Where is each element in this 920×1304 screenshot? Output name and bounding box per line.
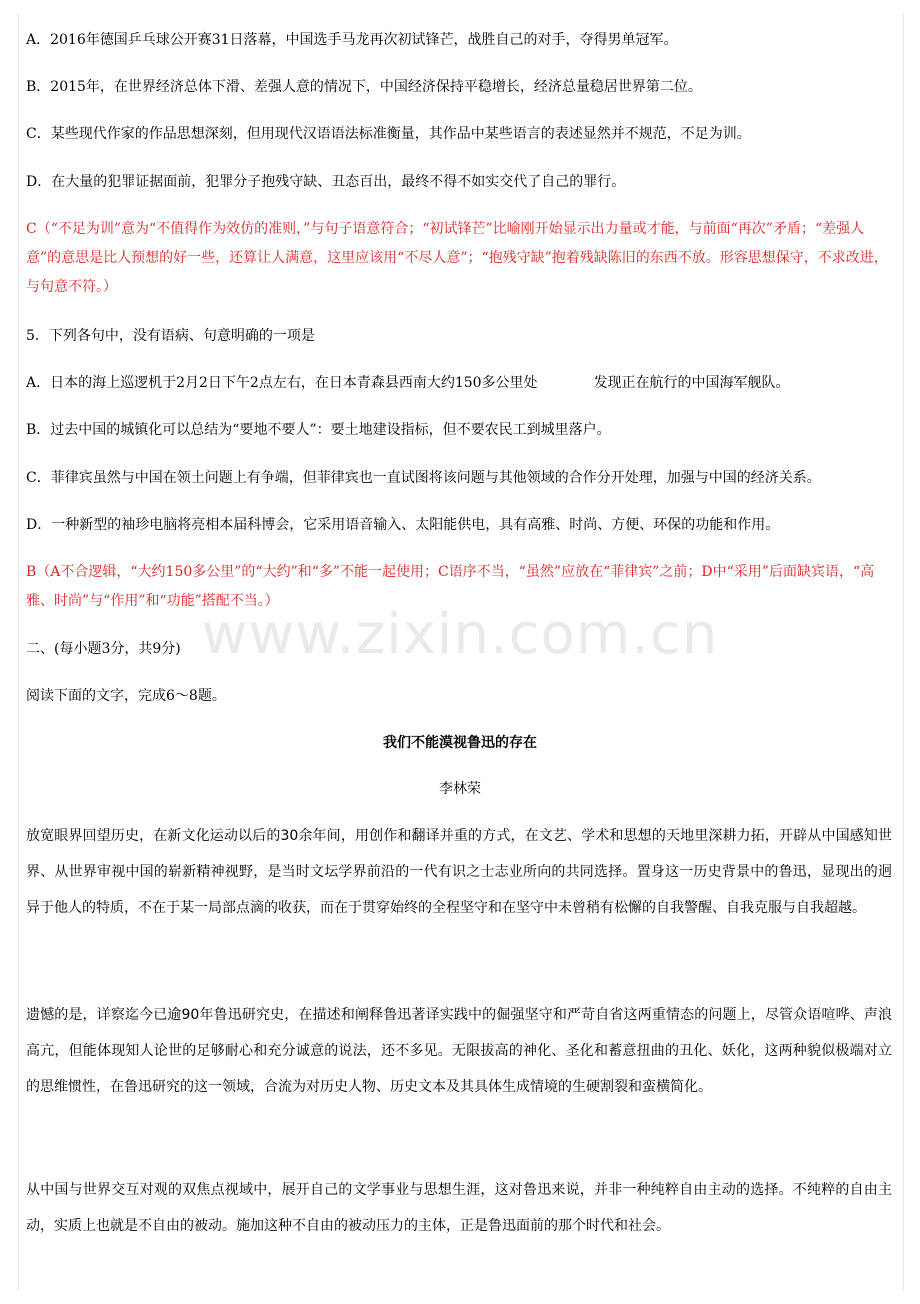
question-5: 5．下列各句中，没有语病、句意明确的一项是 <box>26 328 315 344</box>
option-4d: D．在大量的犯罪证据面前，犯罪分子抱残守缺、丑态百出，最终不得不如实交代了自己的罪行。 <box>26 174 626 190</box>
answer-4: C（“不足为训”意为“不值得作为效仿的准则，”与句子语意符合；“初试锋芒”比喻刚开始显示出力量或才能，与前面“再次”矛盾；“差强人意”的意思是比人预想的好一些，还算让人满意，这里应该用“不尽人意”；“抱残守缺”抱着残缺陈旧的东西不放。形容思想保守，不求改进，与句意不符。） <box>26 221 888 295</box>
watermark: www.zixin.com.cn <box>201 602 719 667</box>
article-paragraph-3: 从中国与世界交互对观的双焦点视域中，展开自己的文学事业与思想生涯，这对鲁迅来说，并非一种纯粹自由主动的选择。不纯粹的自由主动，实质上也就是不自由的被动。施加这种不自由的被动压力的主体，正是鲁迅面前的那个时代和社会。 <box>26 1182 892 1234</box>
reading-instruction: 阅读下面的文字，完成6～8题。 <box>26 688 226 704</box>
option-5d: D．一种新型的袖珍电脑将亮相本届科博会，它采用语音输入、太阳能供电，具有高雅、时尚、方便、环保的功能和作用。 <box>26 517 780 533</box>
article-author: 李林荣 <box>439 781 481 797</box>
article-paragraph-1: 放宽眼界回望历史，在新文化运动以后的30余年间，用创作和翻译并重的方式，在文艺、学术和思想的天地里深耕力拓，开辟从中国感知世界、从世界审视中国的崭新精神视野，是当时文坛学界前沿的一代有识之士志业所向的共同选择。置身这一历史背景中的鲁迅，显现出的迥异于他人的特质，不在于某一局部点滴的收获，而在于贯穿始终的全程坚守和在坚守中未曾稍有松懈的自我警醒、自我克服与自我超越。 <box>26 828 892 916</box>
option-5a-part1: A．日本的海上巡逻机于2月2日下午2点左右，在日本青森县西南大约150多公里处 <box>26 375 538 391</box>
option-4c: C．某些现代作家的作品思想深刻，但用现代汉语语法标准衡量，其作品中某些语言的表述显然并不规范，不足为训。 <box>26 126 751 142</box>
option-5a <box>26 373 892 393</box>
option-4b: B．2015年，在世界经济总体下滑、差强人意的情况下，中国经济保持平稳增长，经济总量稳居世界第二位。 <box>26 79 702 95</box>
section-heading: 二、(每小题3分，共9分) <box>26 641 181 657</box>
article-title: 我们不能漠视鲁迅的存在 <box>383 735 537 751</box>
option-5c: C．菲律宾虽然与中国在领土问题上有争端，但菲律宾也一直试图将该问题与其他领域的合作分开处理，加强与中国的经济关系。 <box>26 470 821 486</box>
option-5a-part2: 发现正在航行的中国海军舰队。 <box>593 375 790 391</box>
answer-5: B（A不合逻辑，“大约150多公里”的“大约”和“多”不能一起使用；C语序不当，“虽然”应放在“菲律宾”之前；D中“采用”后面缺宾语，“高雅、时尚”与“作用”和“功能”搭配不当。） <box>26 564 875 609</box>
option-5b: B．过去中国的城镇化可以总结为“要地不要人”：要土地建设指标，但不要农民工到城里落户。 <box>26 422 611 438</box>
article-paragraph-2: 遗憾的是，详察迄今已逾90年鲁迅研究史，在描述和阐释鲁迅著译实践中的倔强坚守和严苛自省这两重情态的问题上，尽管众语喧哗、声浪高亢，但能体现知人论世的足够耐心和充分诚意的说法，还不多见。无限拔高的神化、圣化和蓄意扭曲的丑化、妖化，这两种貌似极端对立的思维惯性，在鲁迅研究的这一领域，合流为对历史人物、历史文本及其具体生成情境的生硬割裂和蛮横简化。 <box>26 1007 892 1095</box>
option-4a: A．2016年德国乒乓球公开赛31日落幕，中国选手马龙再次初试锋芒，战胜自己的对手，夺得男单冠军。 <box>26 32 678 48</box>
